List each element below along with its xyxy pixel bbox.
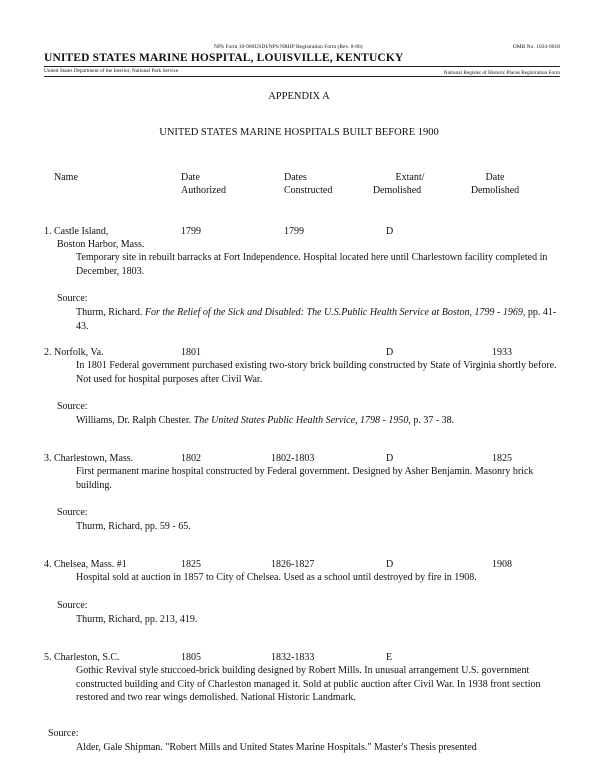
entry-demolished: 1825: [492, 453, 512, 464]
entry-source: [76, 414, 566, 428]
entry-source: Thurm, Richard, pp. 213, 419.: [76, 614, 198, 625]
entry-constructed: 1799: [284, 226, 304, 237]
entry-description: Hospital sold at auction in 1857 to City of Chelsea. Used as a school until destroyed by fire in 1908.: [76, 572, 477, 583]
column-header-extant: [349, 171, 445, 197]
entry-demolished: 1933: [492, 347, 512, 358]
column-header-constructed: [284, 171, 332, 197]
entry-authorized: 1802: [181, 453, 201, 464]
document-title: UNITED STATES MARINE HOSPITAL, LOUISVILLE, KENTUCKY: [44, 52, 404, 64]
source-author: Williams, Dr. Ralph Chester.: [76, 415, 192, 426]
entry-description: Gothic Revival style stuccoed-brick building designed by Robert Mills. In unusual arrangement U.S. government constructed building and City of Charleston managed it. Sold at public auction after Civil War. In 1938 front section restored and two rear wings demolished. National Historic Landmark.: [76, 665, 541, 703]
table-subtitle: UNITED STATES MARINE HOSPITALS BUILT BEFORE 1900: [159, 127, 439, 138]
source-title: For the Relief of the Sick and Disabled: The U.S.Public Health Service at Boston, 1799 - 1969: [144, 307, 523, 318]
form-id: NPS Form 10-900USDI/NPS NRHP Registration Form (Rev. 8-86): [214, 44, 363, 50]
column-demolished-line2: Demolished: [470, 185, 520, 196]
entry-extant: E: [386, 652, 393, 663]
entry-authorized: 1825: [181, 559, 201, 570]
source-label: Source:: [57, 293, 88, 304]
entry-authorized: 1805: [181, 652, 201, 663]
entry-description: Temporary site in rebuilt barracks at Fort Independence. Hospital located here until Charlestown facility completed in December, 1803.: [76, 252, 548, 277]
column-authorized-line1: Date: [181, 172, 200, 183]
entry-constructed: 1826-1827: [271, 559, 315, 570]
column-header-name: [54, 171, 78, 184]
source-label: Source:: [57, 600, 88, 611]
entry-extant: D: [386, 347, 394, 358]
entry-description: In 1801 Federal government purchased existing two-story brick building constructed by State of Virginia shortly before. Not used for hospital purposes after Civil War.: [76, 360, 557, 385]
entry-name: 4. Chelsea, Mass. #1: [44, 559, 127, 570]
column-constructed-line1: Dates: [284, 172, 307, 183]
register-line: National Register of Historic Places Registration Form: [443, 70, 560, 76]
entry-demolished: 1908: [492, 559, 512, 570]
entry-source: Thurm, Richard, pp. 59 - 65.: [76, 521, 191, 532]
column-name-label: Name: [54, 172, 78, 183]
entry-source: [76, 306, 566, 333]
source-title: The United States Public Health Service, 1798 - 1950: [193, 415, 409, 426]
entry-extant: D: [386, 453, 394, 464]
source-pages: , p. 37 - 38.: [408, 415, 455, 426]
source-author: Thurm, Richard.: [76, 307, 143, 318]
source-label: Source:: [57, 401, 88, 412]
entry-constructed: 1802-1803: [271, 453, 315, 464]
omb-number: OMB No. 1024-0018: [512, 44, 560, 50]
entry-constructed: 1832-1833: [271, 652, 315, 663]
header-rule-bottom: [44, 76, 560, 77]
entry-authorized: 1799: [181, 226, 201, 237]
entry-name-line2: Boston Harbor, Mass.: [57, 239, 145, 250]
entry-description: First permanent marine hospital constructed by Federal government. Designed by Asher Benjamin. Masonry brick building.: [76, 466, 534, 491]
column-header-authorized: [181, 171, 226, 197]
entry-name: 3. Charlestown, Mass.: [44, 453, 134, 464]
header-rule-top: [44, 66, 560, 67]
source-label: Source:: [48, 728, 79, 739]
entry-name: 2. Norfolk, Va.: [44, 347, 104, 358]
appendix-title: APPENDIX A: [268, 91, 330, 102]
column-extant-line2: Demolished: [372, 185, 422, 196]
entry-authorized: 1801: [181, 347, 201, 358]
column-header-demolished: [455, 171, 535, 197]
entry-source: Alder, Gale Shipman. "Robert Mills and United States Marine Hospitals." Master's Thesis presented: [76, 742, 477, 753]
column-demolished-line1: Date: [485, 172, 505, 183]
column-authorized-line2: Authorized: [181, 185, 226, 196]
column-constructed-line2: Constructed: [284, 185, 333, 196]
source-pages: , pp. 41-43.: [76, 307, 557, 332]
source-label: Source:: [57, 507, 88, 518]
column-extant-line1: Extant/: [395, 172, 425, 183]
entry-name: 5. Charleston, S.C.: [44, 652, 120, 663]
entry-name: 1. Castle Island,: [44, 226, 109, 237]
department-line: United States Department of the Interior, National Park Service: [44, 68, 179, 74]
entry-extant: D: [386, 226, 394, 237]
entry-extant: D: [386, 559, 394, 570]
